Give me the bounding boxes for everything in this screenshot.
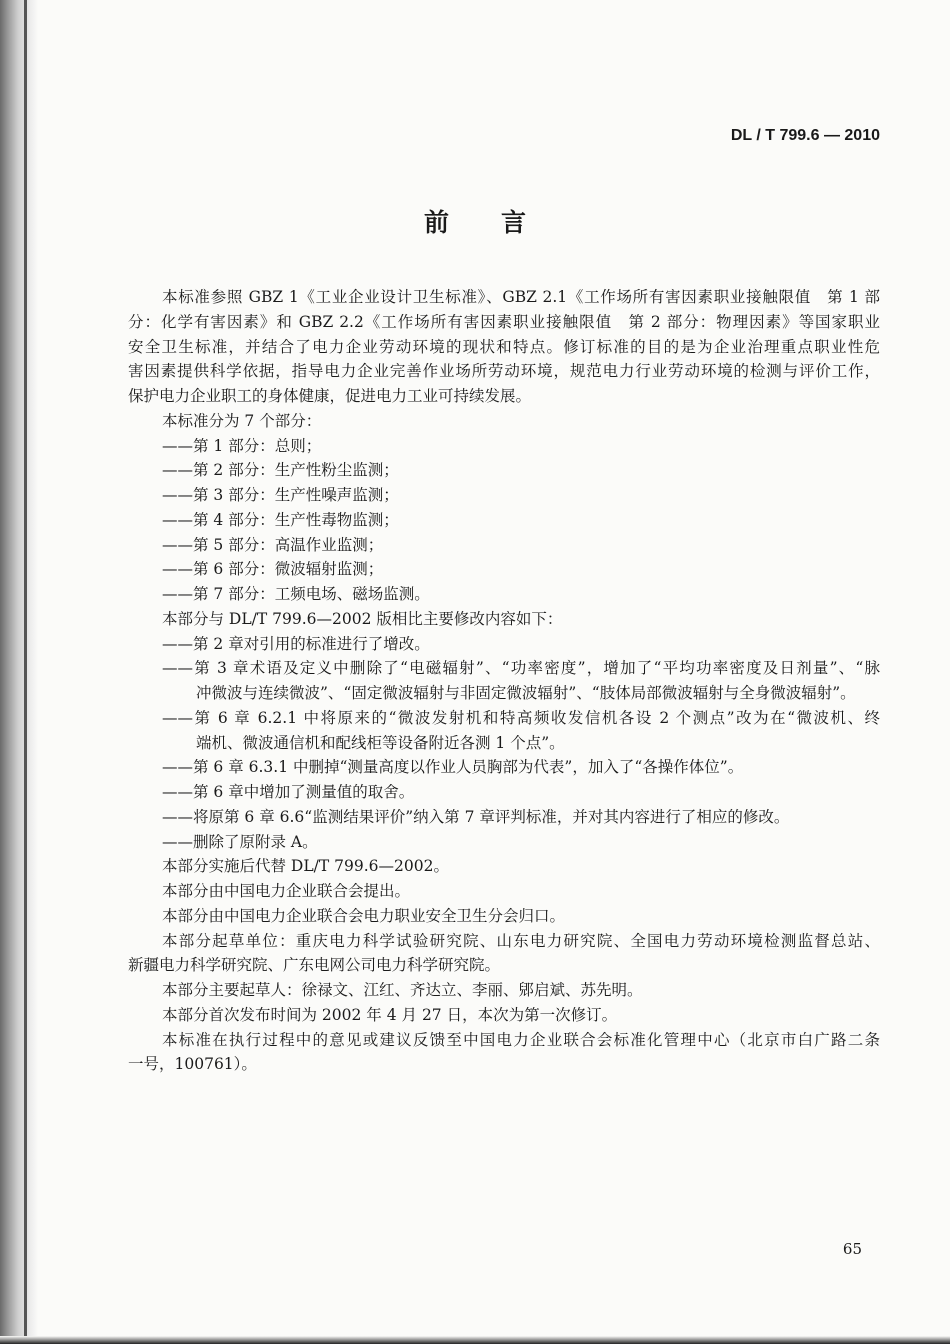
- text-line: ——第 3 章术语及定义中删除了“电磁辐射”、“功率密度”，增加了“平均功率密度及日剂量”、“脉: [162, 659, 880, 678]
- text-line: 本部分由中国电力企业联合会提出。: [162, 882, 411, 900]
- note-paragraph: [128, 904, 880, 929]
- text-line: ——第 6 章 6.2.1 中将原来的“微波发射机和特高频收发信机各设 2 个测点”改为在“微波机、终: [162, 708, 880, 727]
- text-line: ——将原第 6 章 6.6“监测结果评价”纳入第 7 章评判标准，并对其内容进行了相应的修改。: [162, 807, 790, 826]
- change-item: [128, 706, 880, 756]
- parts-list: [128, 434, 880, 607]
- text-line: 本部分由中国电力企业联合会电力职业安全卫生分会归口。: [162, 906, 566, 925]
- text-line: 本部分起草单位：重庆电力科学试验研究院、山东电力研究院、全国电力劳动环境检测监督总站、: [162, 931, 880, 950]
- scan-edge-line: [24, 0, 27, 1344]
- text-line: 新疆电力科学研究院、广东电网公司电力科学研究院。: [128, 956, 501, 975]
- text-line: ——删除了原附录 A。: [162, 832, 318, 851]
- text-line: 害因素提供科学依据，指导电力企业完善作业场所劳动环境，规范电力行业劳动环境的检测与评价工作，: [128, 362, 880, 381]
- standard-code: DL / T 799.6 — 2010: [730, 127, 880, 144]
- parts-list-item: ——第 3 部分：生产性噪声监测；: [162, 486, 399, 504]
- intro-paragraph: [128, 285, 880, 409]
- text-line: 安全卫生标准，并结合了电力企业劳动环境的现状和特点。修订标准的目的是为企业治理重点职业性危: [128, 337, 880, 356]
- text-line: 保护电力企业职工的身体健康，促进电力工业可持续发展。: [128, 387, 532, 405]
- text-line: ——第 6 章中增加了测量值的取舍。: [162, 783, 415, 801]
- text-line: 冲微波与连续微波”、“固定微波辐射与非固定微波辐射”、“肢体局部微波辐射与全身微波辐射”。: [196, 684, 856, 702]
- change-item: [128, 805, 880, 830]
- parts-list-item: ——第 5 部分：高温作业监测；: [162, 535, 384, 554]
- parts-list-item: ——第 2 部分：生产性粉尘监测；: [162, 461, 399, 480]
- text-line: 本标准参照 GBZ 1《工业企业设计卫生标准》、GBZ 2.1《工作场所有害因素职业接触限值 第 1 部: [162, 288, 880, 306]
- changes-intro: 本部分与 DL/T 799.6—2002 版相比主要修改内容如下：: [162, 609, 563, 628]
- document-body: [128, 285, 880, 1077]
- change-item: [128, 632, 880, 657]
- notes-list: [128, 854, 880, 1077]
- change-item: [128, 830, 880, 855]
- note-paragraph: [128, 879, 880, 904]
- page-title: 前言: [423, 208, 578, 237]
- note-paragraph: [128, 854, 880, 879]
- note-paragraph: [128, 978, 880, 1003]
- text-line: 端机、微波通信机和配线柜等设备附近各测 1 个点”。: [196, 733, 565, 752]
- parts-list-item: ——第 4 部分：生产性毒物监测；: [162, 510, 399, 529]
- note-paragraph: [128, 929, 880, 979]
- change-item: [128, 780, 880, 805]
- text-line: 本部分首次发布时间为 2002 年 4 月 27 日，本次为第一次修订。: [162, 1005, 618, 1024]
- parts-list-item: ——第 1 部分：总则；: [162, 436, 322, 455]
- page-number: 65: [842, 1240, 862, 1258]
- parts-list-item: ——第 7 部分：工频电场、磁场监测。: [162, 585, 430, 603]
- text-line: ——第 2 章对引用的标准进行了增改。: [162, 634, 430, 653]
- parts-intro: 本标准分为 7 个部分：: [162, 411, 322, 430]
- text-line: ——第 6 章 6.3.1 中删掉“测量高度以作业人员胸部为代表”，加入了“各操作体位”。: [162, 758, 744, 777]
- change-item: [128, 755, 880, 780]
- text-line: 分：化学有害因素》和 GBZ 2.2《工作场所有害因素职业接触限值 第 2 部分：物理因素》等国家职业: [128, 312, 880, 331]
- text-line: 本部分主要起草人：徐禄文、江红、齐达立、李丽、郳启斌、苏先明。: [162, 981, 643, 999]
- note-paragraph: [128, 1028, 880, 1078]
- scan-bottom-edge: [0, 1336, 950, 1344]
- text-line: 本标准在执行过程中的意见或建议反馈至中国电力企业联合会标准化管理中心（北京市白广路二条: [162, 1030, 880, 1049]
- parts-list-item: ——第 6 部分：微波辐射监测；: [162, 560, 384, 579]
- note-paragraph: [128, 1003, 880, 1028]
- scan-edge-shadow: [0, 0, 38, 1344]
- changes-list: [128, 632, 880, 855]
- text-line: 一号，100761）。: [128, 1055, 257, 1074]
- change-item: [128, 656, 880, 706]
- text-line: 本部分实施后代替 DL/T 799.6—2002。: [162, 857, 449, 876]
